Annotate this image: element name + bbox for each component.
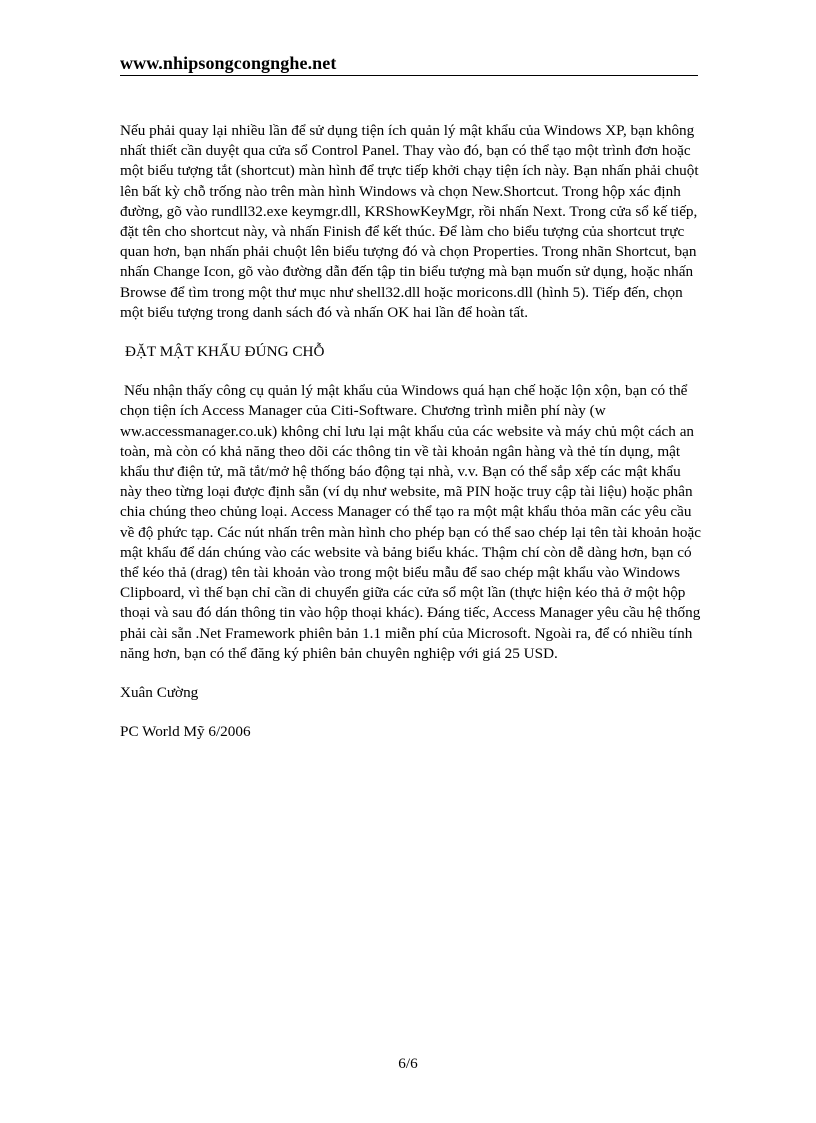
section-heading: ĐẶT MẬT KHẨU ĐÚNG CHỖ: [125, 343, 325, 361]
page-footer: [0, 1054, 816, 1074]
site-url: www.nhipsongcongnghe.net: [120, 53, 337, 73]
page-number: 6/6: [398, 1055, 418, 1072]
page-header: [120, 52, 698, 76]
article-body: [120, 121, 702, 742]
article-paragraph-1: Nếu phải quay lại nhiều lần để sử dụng tiện ích quản lý mật khẩu của Windows XP, bạn không nhất thiết cần duyệt qua cửa sổ Control Panel. Thay vào đó, bạn có thể tạo một trình đơn hoặc một biểu tượng tắt (shortcut) màn hình để trực tiếp khởi chạy tiện ích này. Bạn nhấn phải chuột lên bất kỳ chỗ trống nào trên màn hình Windows và chọn New.Shortcut. Trong hộp xác định đường, gõ vào rundll32.exe keymgr.dll, KRShowKeyMgr, rồi nhấn Next. Trong cửa sổ kế tiếp, đặt tên cho shortcut này, và nhấn Finish để kết thúc. Để làm cho biểu tượng của shortcut trực quan hơn, bạn nhấn phải chuột lên biểu tượng đó và chọn Properties. Trong nhãn Shortcut, bạn nhấn Change Icon, gõ vào đường dẫn đến tập tin biểu tượng mà bạn muốn sử dụng, hoặc nhấn Browse để tìm trong một thư mục như shell32.dll hoặc moricons.dll (hình 5). Tiếp đến, chọn một biểu tượng trong danh sách đó và nhấn OK hai lần để hoàn tất.: [120, 122, 699, 321]
article-author: Xuân Cường: [120, 684, 199, 702]
article-source: PC World Mỹ 6/2006: [120, 723, 251, 741]
article-paragraph-2: Nếu nhận thấy công cụ quản lý mật khẩu của Windows quá hạn chế hoặc lộn xộn, bạn có thể chọn tiện ích Access Manager của Citi-Software. Chương trình miễn phí này (w ww.accessmanager.co.uk) không chỉ lưu lại mật khẩu của các website và máy chủ một cách an toàn, mà còn có khả năng theo dõi các thông tin về tài khoản ngân hàng và thẻ tín dụng, mật khẩu thư điện tử, mã tắt/mở hệ thống báo động tại nhà, v.v. Bạn có thể sắp xếp các mật khẩu này theo từng loại được định sẵn (ví dụ như website, mã PIN hoặc truy cập tài liệu) hoặc phân chia chúng theo chủng loại. Access Manager có thể tạo ra một mật khẩu thỏa mãn các yêu cầu về độ phức tạp. Các nút nhấn trên màn hình cho phép bạn có thể sao chép lại tên tài khoản hoặc mật khẩu để dán chúng vào các website và bảng biểu khác. Thậm chí còn dễ dàng hơn, bạn có thể kéo thả (drag) tên tài khoản vào trong một biểu mẫu để sao chép mật khẩu vào Windows Clipboard, vì thế bạn chỉ cần di chuyển giữa các cửa sổ một lần (thực hiện kéo thả ở một hộp thoại và sau đó dán thông tin vào hộp thoại khác). Đáng tiếc, Access Manager yêu cầu hệ thống phải cài sẵn .Net Framework phiên bản 1.1 miễn phí của Microsoft. Ngoài ra, để có nhiều tính năng hơn, bạn có thể đăng ký phiên bản chuyên nghiệp với giá 25 USD.: [120, 382, 701, 662]
